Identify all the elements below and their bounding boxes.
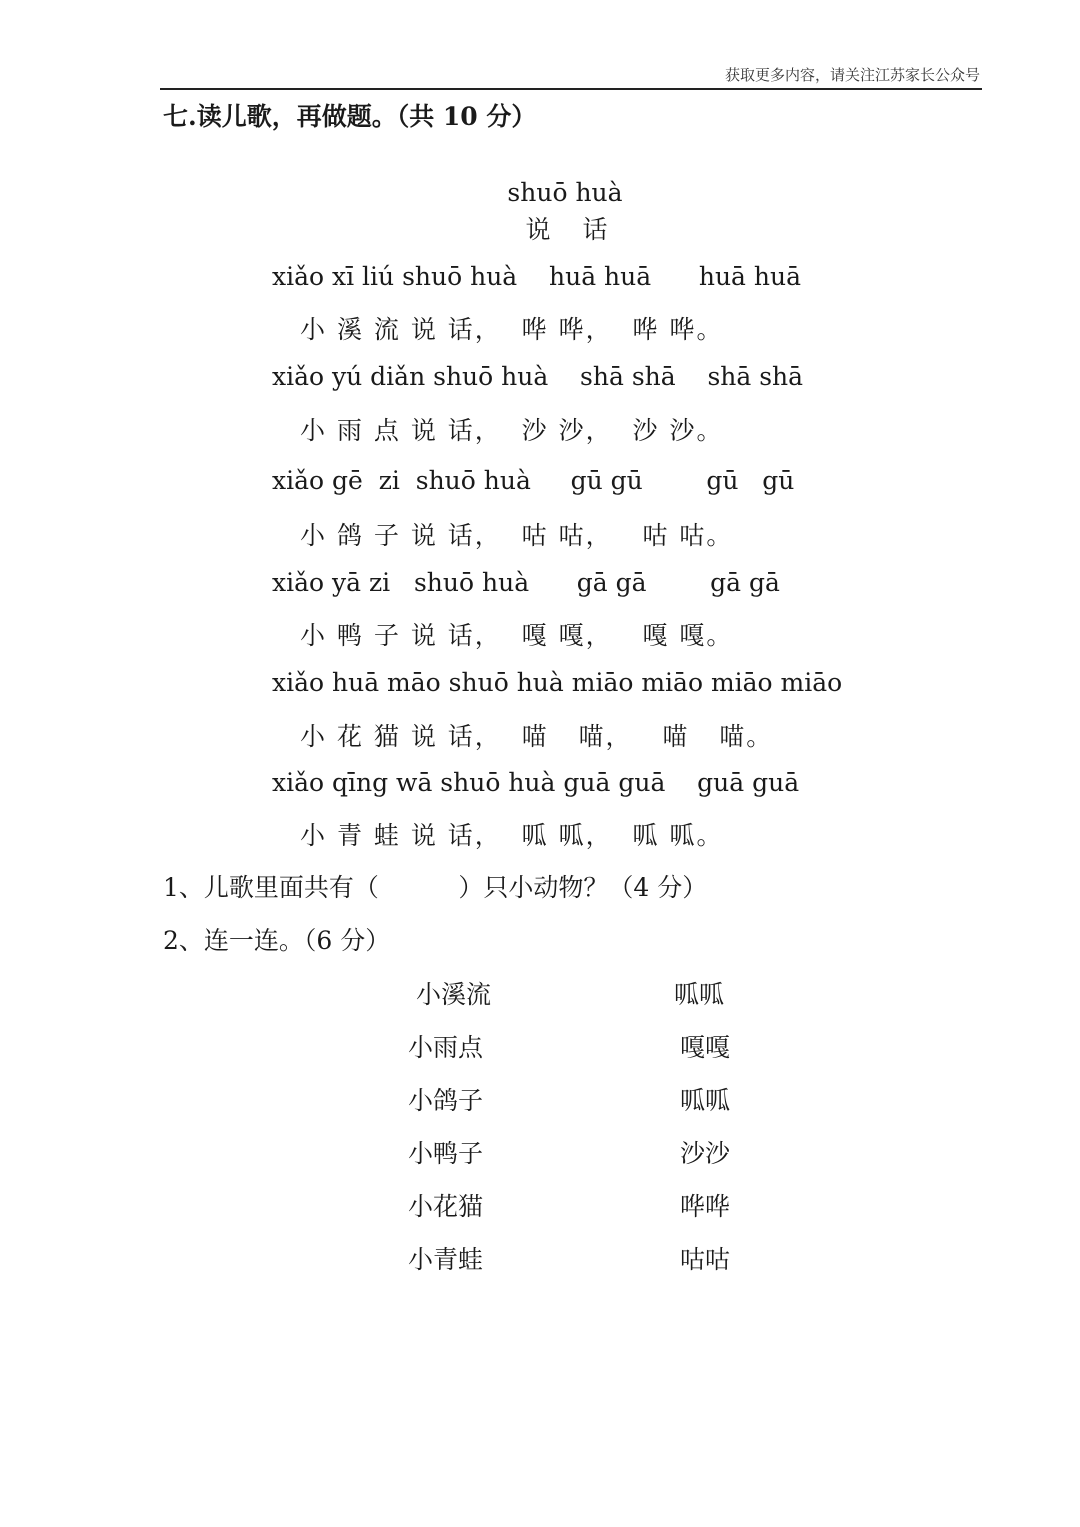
match-left-item: 小溪流 (416, 980, 492, 1009)
poem-line-hanzi: 小 鸭 子 说 话， 嘎 嘎， 嘎 嘎。 (300, 621, 734, 650)
poem-line-pinyin: xiǎo huā māo shuō huà miāo miāo miāo miāo (272, 668, 843, 697)
match-right-item: 沙沙 (680, 1139, 731, 1168)
poem-line-hanzi: 小 花 猫 说 话， 喵 喵， 喵 喵。 (300, 722, 774, 751)
poem-title: 说 话 (525, 215, 620, 244)
poem-line-hanzi: 小 雨 点 说 话， 沙 沙， 沙 沙。 (300, 416, 724, 445)
match-right-item: 哗哗 (680, 1192, 731, 1221)
section-title: 七.读儿歌，再做题。（共 10 分） (163, 102, 537, 131)
header-rule (160, 88, 982, 90)
poem-line-hanzi: 小 青 蛙 说 话， 呱 呱， 呱 呱。 (300, 821, 724, 850)
question-2: 2、连一连。（6 分） (163, 926, 391, 955)
match-right-item: 呱呱 (674, 980, 725, 1009)
poem-line-hanzi: 小 鸽 子 说 话， 咕 咕， 咕 咕。 (300, 521, 734, 550)
match-left-item: 小鸭子 (408, 1139, 484, 1168)
match-left-item: 小鸽子 (408, 1086, 484, 1115)
match-left-item: 小雨点 (408, 1033, 484, 1062)
poem-line-hanzi: 小 溪 流 说 话， 哗 哗， 哗 哗。 (300, 315, 724, 344)
poem-line-pinyin: xiǎo gē zi shuō huà gū gū gū gū (272, 466, 795, 495)
poem-line-pinyin: xiǎo qīng wā shuō huà guā guā guā guā (272, 768, 800, 797)
match-right-item: 咕咕 (680, 1245, 731, 1274)
poem-line-pinyin: xiǎo yā zi shuō huà gā gā gā gā (272, 568, 780, 597)
match-right-item: 呱呱 (680, 1086, 731, 1115)
poem-line-pinyin: xiǎo xī liú shuō huà huā huā huā huā (272, 262, 802, 291)
question-1: 1、儿歌里面共有（ ）只小动物？（4 分） (163, 873, 708, 902)
match-left-item: 小花猫 (408, 1192, 484, 1221)
header-note: 获取更多内容，请关注江苏家长公众号 (724, 66, 980, 84)
poem-line-pinyin: xiǎo yú diǎn shuō huà shā shā shā shā (272, 362, 804, 391)
match-right-item: 嘎嘎 (680, 1033, 731, 1062)
poem-title-pinyin: shuō huà (507, 178, 623, 207)
match-left-item: 小青蛙 (408, 1245, 484, 1274)
